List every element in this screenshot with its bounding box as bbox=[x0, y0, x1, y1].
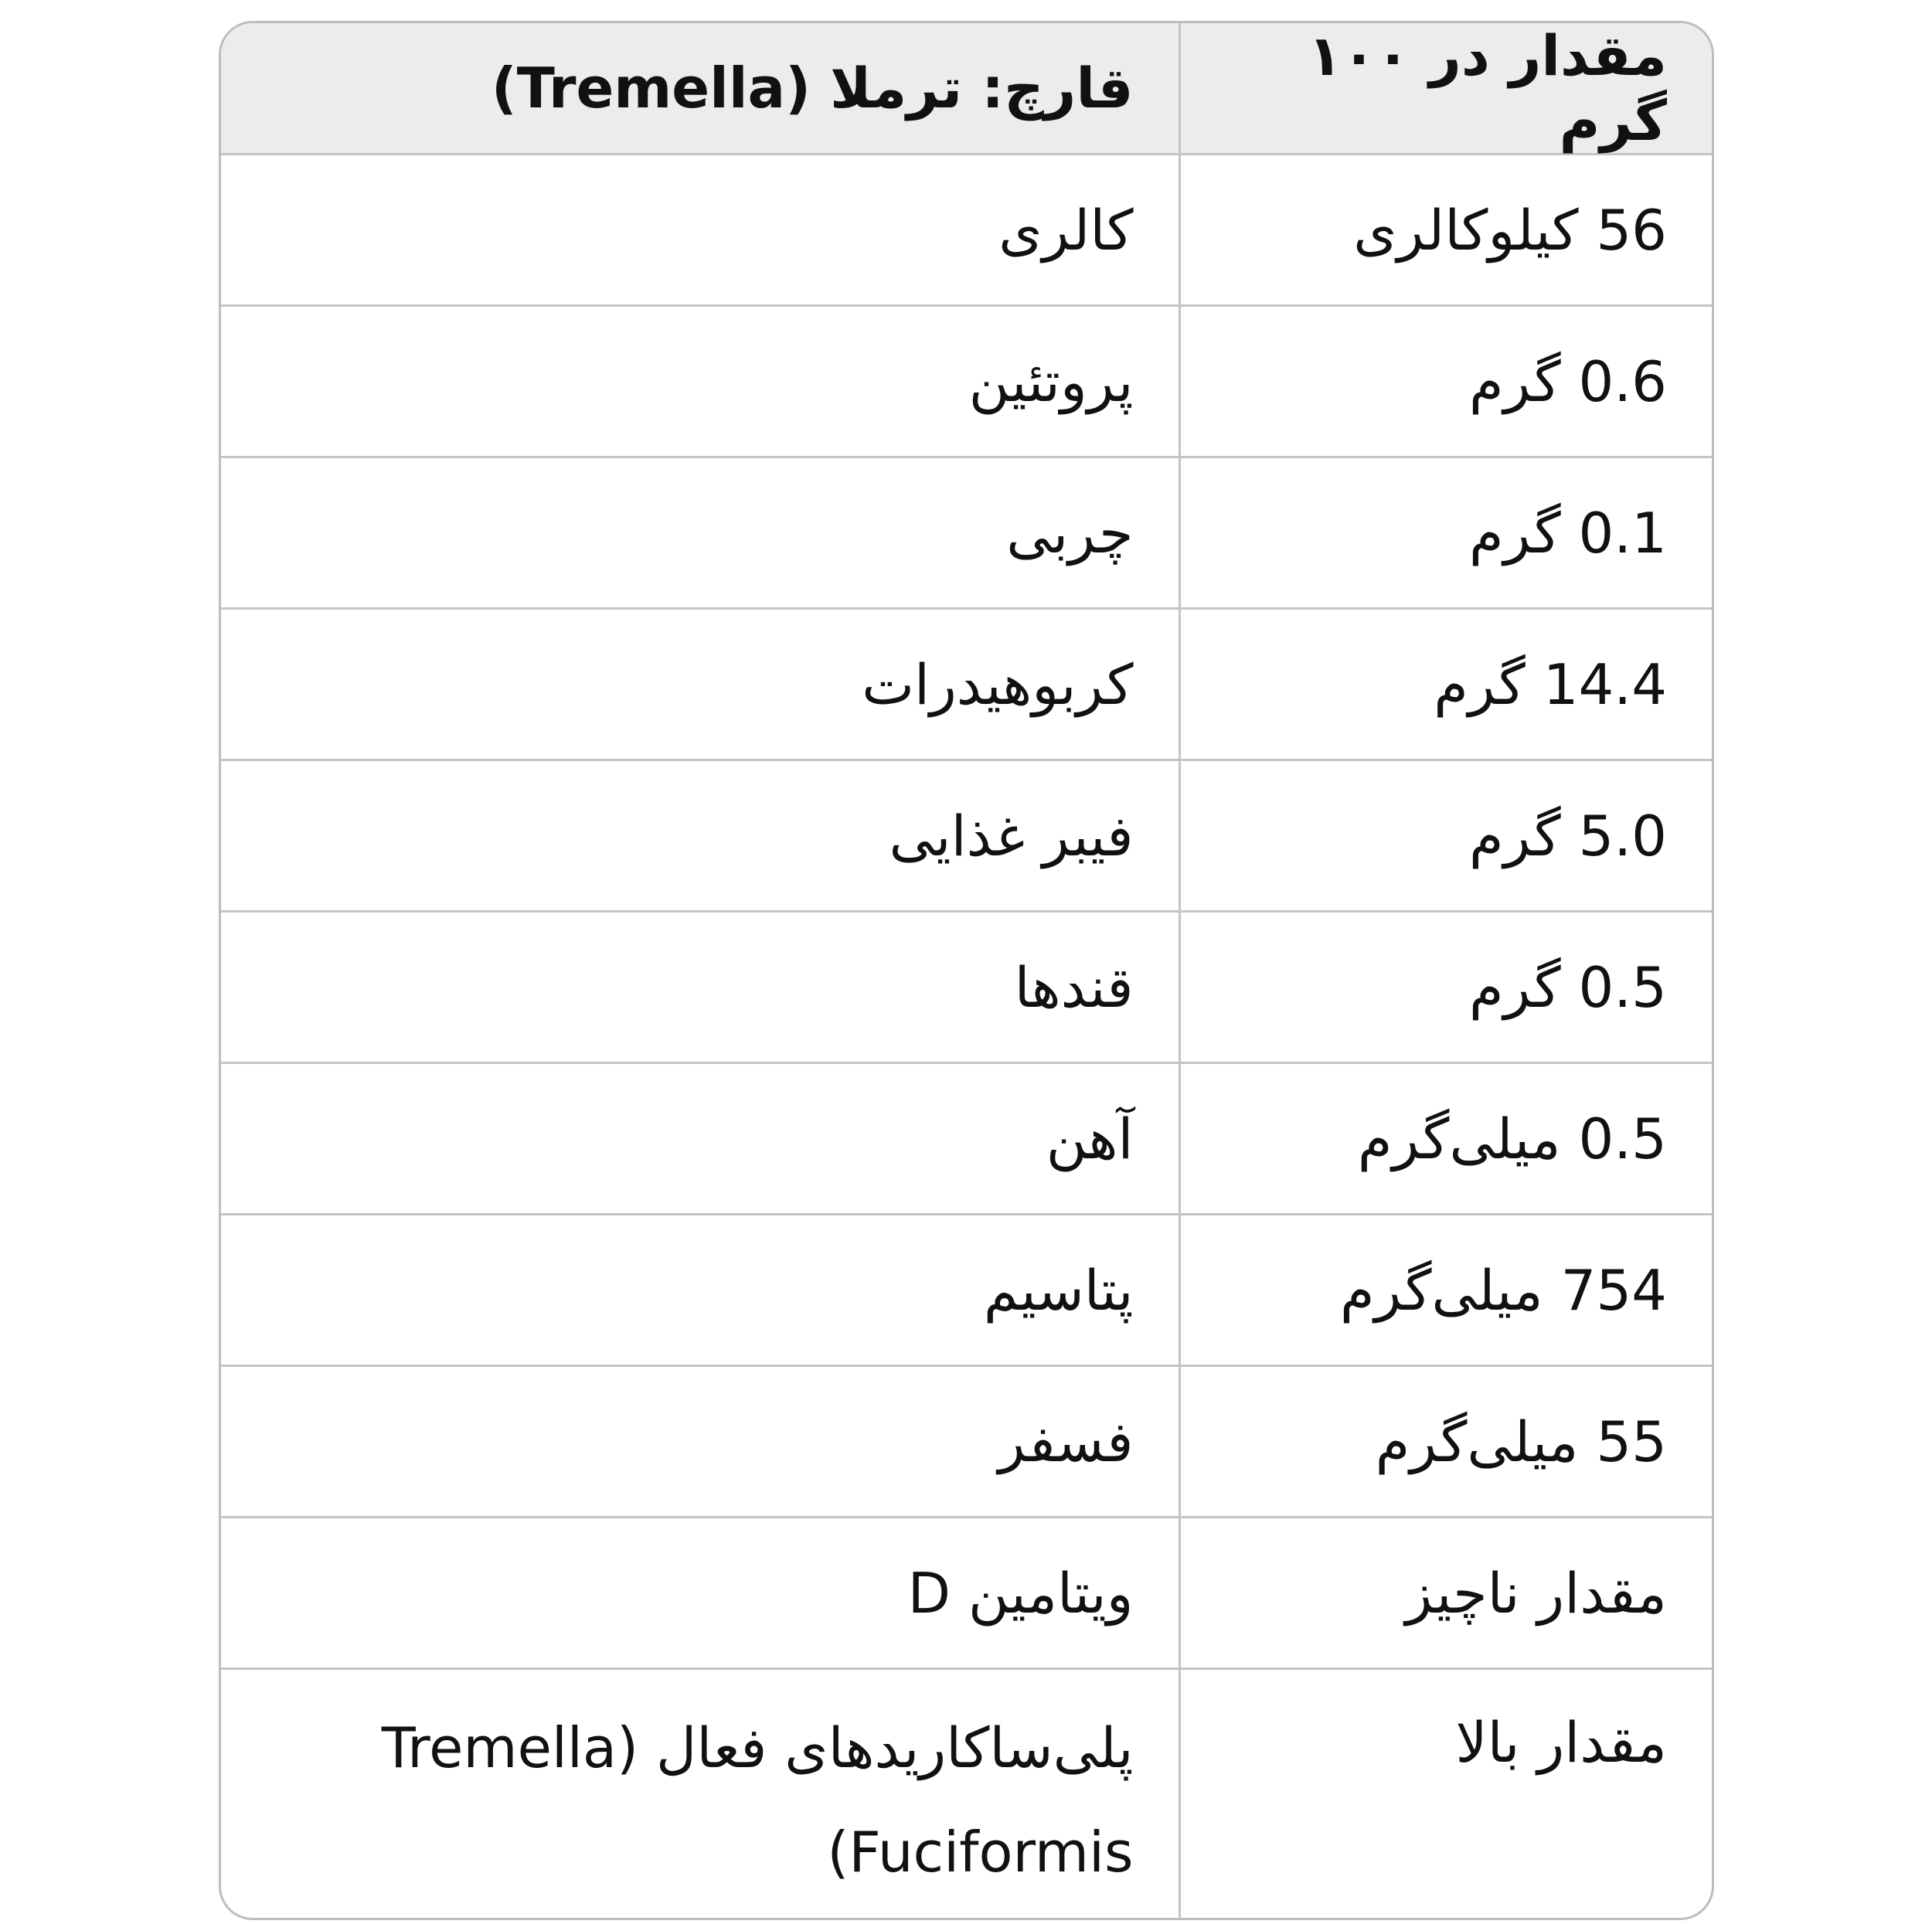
nutrient-cell: فیبر غذایی bbox=[221, 760, 1179, 912]
header-mushroom: قارچ: ترملا (Tremella) bbox=[221, 23, 1179, 155]
table-row bbox=[221, 155, 1712, 306]
nutrition-table bbox=[221, 23, 1712, 1920]
table-row bbox=[221, 760, 1712, 912]
table-row bbox=[221, 912, 1712, 1063]
table-row bbox=[221, 1669, 1712, 1921]
table-row bbox=[221, 1518, 1712, 1669]
table-header-row bbox=[221, 23, 1712, 155]
amount-cell: مقدار بالا bbox=[1179, 1669, 1712, 1921]
amount-cell: 56 کیلوکالری bbox=[1179, 155, 1712, 306]
nutrient-cell: چربی bbox=[221, 457, 1179, 609]
nutrient-cell: آهن bbox=[221, 1063, 1179, 1215]
table-row bbox=[221, 1366, 1712, 1518]
nutrient-cell: پلی‌ساکاریدهای فعال (Tremella Fuciformis) bbox=[221, 1669, 1179, 1921]
table-row bbox=[221, 457, 1712, 609]
table-row bbox=[221, 306, 1712, 457]
table-row bbox=[221, 1215, 1712, 1366]
amount-cell: 0.6 گرم bbox=[1179, 306, 1712, 457]
amount-cell: 0.5 میلی‌گرم bbox=[1179, 1063, 1712, 1215]
nutrient-cell: کربوهیدرات bbox=[221, 609, 1179, 760]
table-row bbox=[221, 609, 1712, 760]
amount-cell: 14.4 گرم bbox=[1179, 609, 1712, 760]
amount-cell: 754 میلی‌گرم bbox=[1179, 1215, 1712, 1366]
amount-cell: مقدار ناچیز bbox=[1179, 1518, 1712, 1669]
header-amount: مقدار در ۱۰۰ گرم bbox=[1179, 23, 1712, 155]
nutrient-cell: کالری bbox=[221, 155, 1179, 306]
nutrient-cell: پتاسیم bbox=[221, 1215, 1179, 1366]
nutrition-table-container bbox=[219, 21, 1714, 1920]
amount-cell: 5.0 گرم bbox=[1179, 760, 1712, 912]
amount-cell: 55 میلی‌گرم bbox=[1179, 1366, 1712, 1518]
amount-cell: 0.5 گرم bbox=[1179, 912, 1712, 1063]
nutrient-cell: فسفر bbox=[221, 1366, 1179, 1518]
nutrient-cell: قندها bbox=[221, 912, 1179, 1063]
nutrient-cell: پروتئین bbox=[221, 306, 1179, 457]
table-row bbox=[221, 1063, 1712, 1215]
amount-cell: 0.1 گرم bbox=[1179, 457, 1712, 609]
nutrient-cell: ویتامین D bbox=[221, 1518, 1179, 1669]
